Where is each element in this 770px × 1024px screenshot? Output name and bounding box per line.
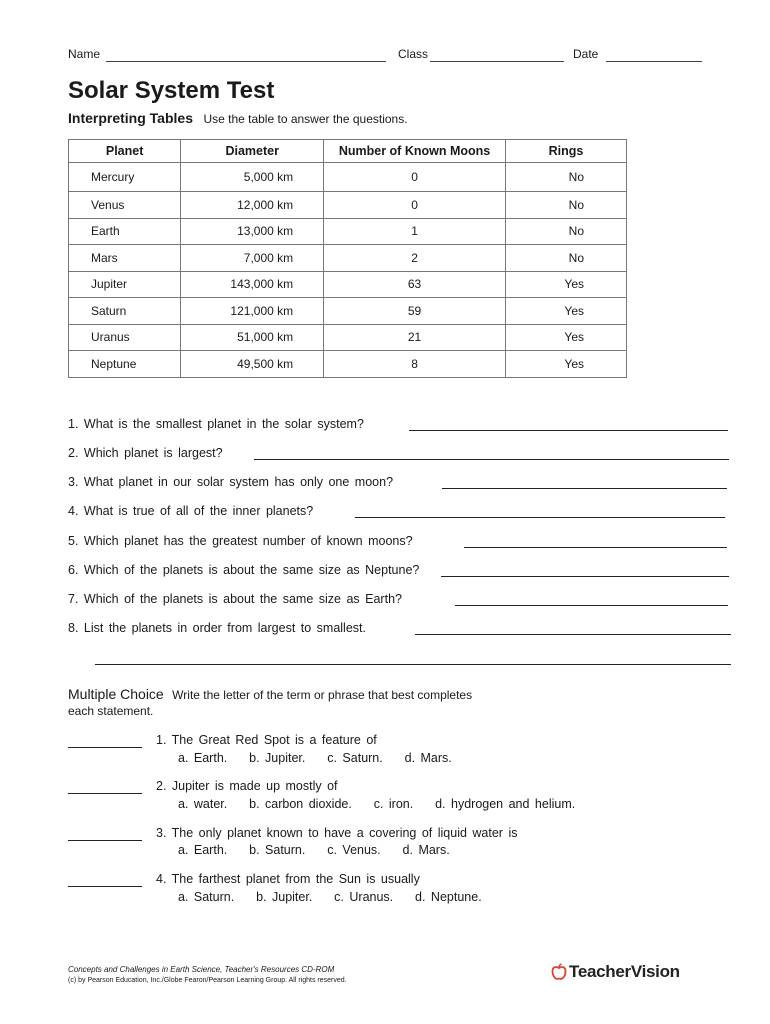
question-7: 7. Which of the planets is about the same size as Earth? — [68, 592, 402, 606]
question-1: 1. What is the smallest planet in the solar system? — [68, 417, 364, 431]
answer-line-8b[interactable] — [95, 652, 731, 665]
answer-line-7[interactable] — [455, 593, 728, 606]
mc-instruction-2: each statement. — [68, 704, 154, 718]
apple-icon — [551, 963, 567, 981]
cell-moons: 2 — [324, 245, 506, 272]
cell-rings: Yes — [505, 351, 626, 378]
class-label: Class — [398, 47, 429, 61]
cell-rings: Yes — [505, 324, 626, 351]
cell-moons: 21 — [324, 324, 506, 351]
mc-stem: 4. The farthest planet from the Sun is usually — [156, 872, 420, 886]
mc-stem: 1. The Great Red Spot is a feature of — [156, 733, 377, 747]
cell-moons: 0 — [324, 192, 506, 219]
section-multiple-choice — [68, 686, 568, 704]
cell-moons: 8 — [324, 351, 506, 378]
table-header-row — [69, 140, 627, 163]
mc-options: a. water. b. carbon dioxide. c. iron. d. hydrogen and helium. — [178, 797, 576, 811]
cell-diameter: 51,000 km — [181, 324, 324, 351]
cell-rings: No — [505, 163, 626, 192]
cell-diameter: 143,000 km — [181, 271, 324, 298]
mc-answer-blank[interactable] — [68, 828, 142, 841]
mc-stem: 2. Jupiter is made up mostly of — [156, 779, 338, 793]
cell-moons: 59 — [324, 298, 506, 325]
cell-moons: 63 — [324, 271, 506, 298]
answer-line-8[interactable] — [415, 622, 731, 635]
cell-planet: Uranus — [69, 324, 181, 351]
cell-rings: No — [505, 218, 626, 245]
table-row — [69, 324, 627, 351]
teachervision-logo[interactable] — [551, 962, 680, 982]
mc-options: a. Earth. b. Saturn. c. Venus. d. Mars. — [178, 843, 450, 857]
section-interpreting-tables — [68, 110, 408, 128]
mc-answer-blank[interactable] — [68, 735, 142, 748]
mc-options: a. Saturn. b. Jupiter. c. Uranus. d. Neptune. — [178, 890, 482, 904]
footer-copyright: (c) by Pearson Education, Inc./Globe Fearon/Pearson Learning Group. All rights reserved. — [68, 977, 347, 984]
question-8: 8. List the planets in order from largest to smallest. — [68, 621, 366, 635]
answer-line-6[interactable] — [441, 564, 729, 577]
section-heading: Interpreting Tables — [68, 110, 193, 126]
mc-heading: Multiple Choice — [68, 686, 164, 702]
answer-line-1[interactable] — [409, 418, 728, 431]
answer-line-3[interactable] — [442, 476, 727, 489]
question-6: 6. Which of the planets is about the same size as Neptune? — [68, 563, 420, 577]
cell-diameter: 12,000 km — [181, 192, 324, 219]
table-row — [69, 271, 627, 298]
planet-table — [68, 139, 627, 378]
mc-answer-blank[interactable] — [68, 781, 142, 794]
name-label: Name — [68, 47, 101, 61]
table-row — [69, 218, 627, 245]
cell-diameter: 5,000 km — [181, 163, 324, 192]
col-header-rings: Rings — [505, 140, 626, 163]
cell-planet: Neptune — [69, 351, 181, 378]
answer-line-2[interactable] — [254, 447, 729, 460]
question-3: 3. What planet in our solar system has only one moon? — [68, 475, 394, 489]
cell-diameter: 7,000 km — [181, 245, 324, 272]
cell-moons: 1 — [324, 218, 506, 245]
answer-line-4[interactable] — [355, 505, 725, 518]
cell-diameter: 121,000 km — [181, 298, 324, 325]
mc-answer-blank[interactable] — [68, 874, 142, 887]
table-row — [69, 163, 627, 192]
date-blank[interactable] — [606, 47, 702, 62]
date-label: Date — [573, 47, 599, 61]
section-instruction: Use the table to answer the questions. — [203, 112, 408, 126]
cell-diameter: 13,000 km — [181, 218, 324, 245]
name-blank[interactable] — [106, 47, 386, 62]
cell-planet: Mars — [69, 245, 181, 272]
question-5: 5. Which planet has the greatest number of known moons? — [68, 534, 413, 548]
mc-options: a. Earth. b. Jupiter. c. Saturn. d. Mars. — [178, 751, 452, 765]
cell-moons: 0 — [324, 163, 506, 192]
page-title: Solar System Test — [68, 77, 275, 104]
class-blank[interactable] — [430, 47, 564, 62]
footer-source: Concepts and Challenges in Earth Science, Teacher's Resources CD-ROM — [68, 965, 335, 974]
question-4: 4. What is true of all of the inner planets? — [68, 504, 314, 518]
cell-planet: Saturn — [69, 298, 181, 325]
answer-line-5[interactable] — [464, 535, 727, 548]
table-row — [69, 298, 627, 325]
col-header-diameter: Diameter — [181, 140, 324, 163]
table-row — [69, 351, 627, 378]
table-row — [69, 192, 627, 219]
logo-text: TeacherVision — [569, 962, 680, 981]
col-header-moons: Number of Known Moons — [324, 140, 506, 163]
col-header-planet: Planet — [69, 140, 181, 163]
cell-planet: Jupiter — [69, 271, 181, 298]
cell-rings: Yes — [505, 298, 626, 325]
mc-stem: 3. The only planet known to have a covering of liquid water is — [156, 826, 518, 840]
cell-rings: Yes — [505, 271, 626, 298]
cell-planet: Venus — [69, 192, 181, 219]
cell-rings: No — [505, 245, 626, 272]
mc-instruction-1: Write the letter of the term or phrase that best completes — [172, 688, 473, 702]
cell-rings: No — [505, 192, 626, 219]
cell-planet: Mercury — [69, 163, 181, 192]
cell-planet: Earth — [69, 218, 181, 245]
cell-diameter: 49,500 km — [181, 351, 324, 378]
question-2: 2. Which planet is largest? — [68, 446, 223, 460]
table-row — [69, 245, 627, 272]
